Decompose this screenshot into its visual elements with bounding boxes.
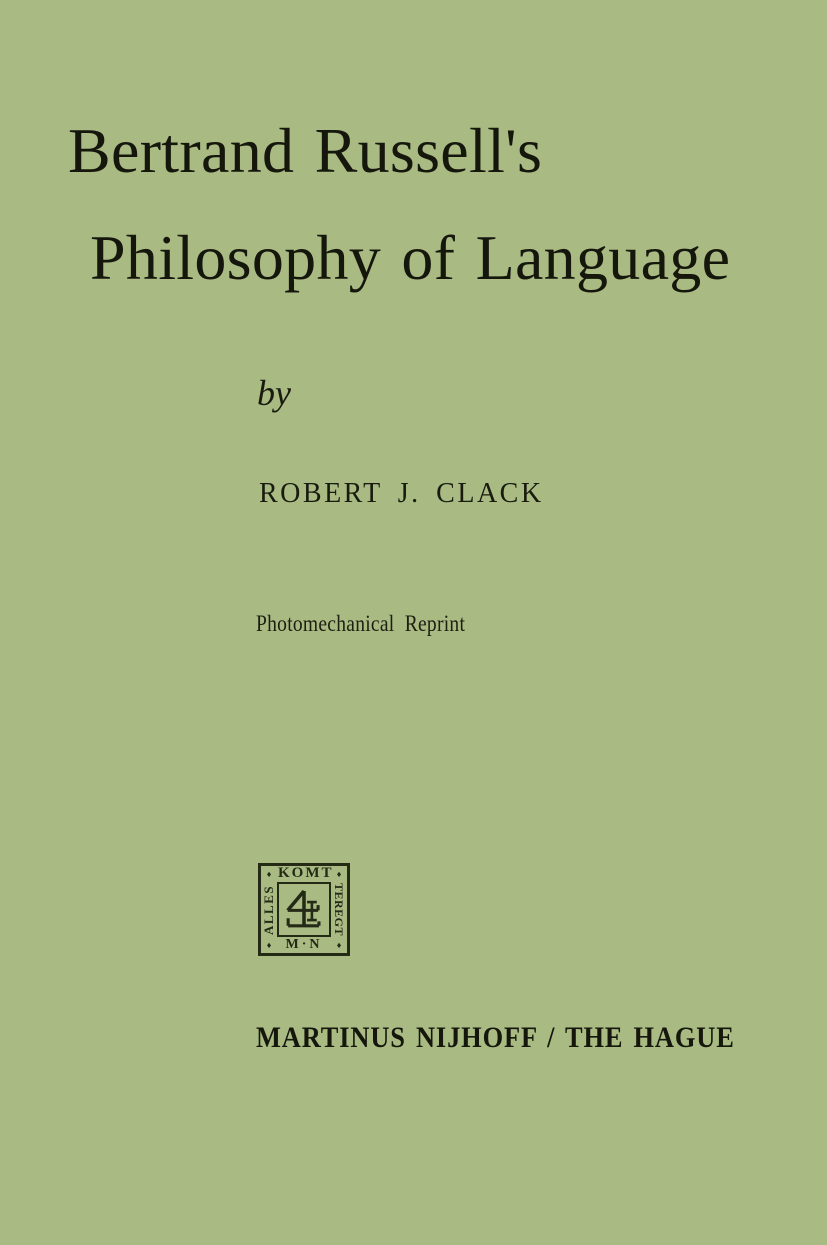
- book-title-line1: Bertrand Russell's: [68, 115, 543, 186]
- edition-note: Photomechanical Reprint: [256, 611, 466, 636]
- nijhoff-monogram-icon: [282, 887, 326, 932]
- device-motto-left: ALLES: [261, 884, 276, 935]
- device-corner-ornament: ♦: [336, 869, 342, 879]
- author-name: ROBERT J. CLACK: [259, 478, 544, 509]
- device-inner-frame: [277, 882, 331, 937]
- publisher-device: [258, 863, 350, 956]
- device-corner-ornament: ♦: [266, 940, 272, 950]
- device-corner-ornament: ♦: [336, 940, 342, 950]
- device-corner-ornament: ♦: [266, 869, 272, 879]
- byline-label: by: [257, 373, 291, 413]
- imprint-line: MARTINUS NIJHOFF / THE HAGUE: [256, 1021, 735, 1054]
- device-motto-top: KOMT: [278, 865, 334, 881]
- book-title-line2: Philosophy of Language: [90, 222, 731, 293]
- device-motto-right: TEREGT: [332, 883, 346, 937]
- device-motto-bottom: M·N: [285, 937, 323, 952]
